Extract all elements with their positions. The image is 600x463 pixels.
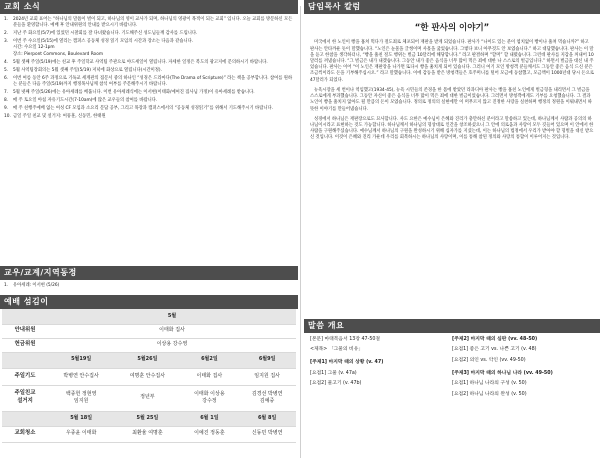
- column-divider: [300, 6, 301, 458]
- outline-header: 말씀 개요: [304, 319, 600, 333]
- item-text: 매 주 친행주예배 없는 여성 CF 모임과 소요리 문답 공부, 그리고 목장과 캠퍼스에서의 “공동체 성경읽기”를 위해서 기도해주시기 바랍니다.: [13, 106, 274, 111]
- prayer-cell: 박병연 안수집사: [48, 368, 114, 385]
- usher-label: 안내위원: [2, 324, 48, 338]
- item-number: 1.: [4, 283, 9, 288]
- column-paragraph: 미국에서 한 노인이 빵을 훔쳐 먹다가 절도죄로 체포되어 재판을 받게 되었습니다. 판사가 “나이도 있는 분이 염치없이 빵이나 훔쳐 먹습니까?” 하고 판사는 안타까운 듯이 말했습니다. “노인은 눈물을 글썽이며 사흘을 굶었습니다. 그렇다 보니 아무것도 안 보였습니다.” 하고 대답했습니다. 판사는 이 말을 듣고 한참을 생각하더니, “빵을 훔친 절도 행위는 벌금 10달러에 해당합니다.” 라고 판결하며 “할머” 할 내렸습니다. 그런데 판사를 지갑을 꺼내어 10달러를 꺼냈습니다. “그 벌금은 내가 내겠습니다. 그동안 내가 좋은 음식을 너무 많이 먹은 죄에 대한 나 스스로의 벌금입니다.” 하면서 벌금을 대신 내 주었습니다. 판사는 이어 “이 노인은 재판장을 나가면 또다시 빵을 훔치게 되어 있습니다. 그러니 여기 모인 방청객 분들께서도 그동안 좋은 음식 드신 분은 조금씩이라도 돈을 기부해주십시오.” 라고 말했습니다. 이에 감동을 받은 방청객들은 호주머니를 털어 모금에 동참했고, 모금액이 1000년대 당시 돈으로 47달러가 되었다.: [310, 40, 595, 83]
- date-a-cell: 6월2일: [181, 352, 239, 368]
- column-paragraph: 성경에서 하나님은 재판장으로도 묘사합니다. 사도 요한은 예수님이 은혜와 진리가 충만하신 분이라고 말씀하고 있는데, 하나님께서 사람과 공의의 하나님이시라고 표현하는 것도 가능합니다. 하나님께서 하나님의 형상대로 인간을 창조하셨으니 그 안에 의로움과 사랑이 모두 깃들어 있으며 이 안에서 한 사람을 구원해주셨습니다. 예수님께서 하나님의 구원을 완성하시기 위해 십자가를 지셨는데, 이는 하나님의 법정에서 우리가 받아야 할 형벌을 대신 받으신 것입니다. 이것이 은혜와 진리 가운데 우리를 회복하시는 하나님의 사랑이며, 이를 통해 참된 정의와 사랑의 통합이 이루어지는 것입니다.: [310, 116, 594, 141]
- item-number: 2.: [4, 31, 9, 37]
- date-a-cell: 5월26일: [114, 352, 180, 368]
- list-item: [4, 106, 294, 112]
- duty-table: [2, 309, 296, 443]
- date-a-cell: 6월9일: [238, 352, 296, 368]
- item-text: 5월 넷째 주일(5/26)에는 유아세례를 베풉니다. 이번 유아세례식에는 이서현(이태화/예여진 집사님 가정)이 유아세례를 받습니다.: [13, 89, 255, 95]
- fellowship-label: 주일친교 설거지: [2, 385, 48, 411]
- item-number: 1.: [4, 17, 9, 22]
- outline-theme: [주제1] 마지막 때의 상황 (v. 47): [310, 360, 384, 366]
- outline-point: <제목> 「그물의 비유」: [310, 347, 364, 353]
- cleaning-cell: 최환율 여명훈: [114, 426, 180, 442]
- item-text: 유아세례: 이서현 (5/26): [13, 283, 60, 288]
- duty-month-header: 5월: [48, 309, 296, 324]
- prayer-label: 주일기도: [2, 368, 48, 385]
- list-item: [4, 39, 294, 58]
- left-column: [0, 0, 298, 463]
- usher-value: 이태화 집사: [48, 324, 296, 338]
- outline-right: [452, 337, 594, 402]
- cleaning-cell: 이예진 정동훈: [181, 426, 239, 442]
- item-text: 금일 주일 친교 및 설거지: 여풍훈, 신동민, 한태원: [13, 114, 106, 120]
- fellowship-cell: 백종헌 정현영 임지원: [48, 385, 114, 411]
- outline-theme: [주제3] 마지막 때의 하나님 나라 (vv. 49-50): [452, 370, 553, 376]
- item-number: 8.: [4, 97, 9, 103]
- dates-a-corner: [2, 352, 48, 368]
- item-text: 2024년 교회 표어는 “하나님의 말씀이 벌이 되고, 하나님의 영이 교사가 되며, 하나님의 영광이 목적이 되는 교회” 입니다. 오늘 교회를 방문하신 모든 분들을 환영합니다. 예배 후 안내위원의 안내를 받으시기 바랍니다.: [13, 17, 293, 29]
- memorial-list: [0, 280, 298, 295]
- duty-corner: [2, 309, 48, 324]
- sermon-title: “한 판사의 이야기”: [414, 23, 490, 33]
- item-text: 매 주 토요일 아침 자유기도시간(7-10am)에 많은 교우들의 참여를 바랍니다.: [13, 97, 158, 103]
- column-body: [304, 40, 600, 141]
- item-number: 4.: [4, 59, 9, 65]
- list-item: [4, 17, 294, 29]
- date-a-cell: 5월19일: [48, 352, 114, 368]
- list-item: [4, 283, 294, 289]
- outline-theme: [주제2] 마지막 때의 심판 (vv. 48-50): [452, 337, 538, 342]
- item-number: 10.: [4, 114, 11, 120]
- item-number: 3.: [4, 39, 9, 45]
- outline-point: [요점1] 하나님 나라의 구성 (v. 50): [452, 381, 527, 387]
- date-b-cell: 6월 8일: [238, 411, 296, 426]
- right-column: [304, 0, 600, 463]
- item-text: 5월 사역팀장회의는 5월 셋째 주일(5/19) 저녁에 화상으로 열립니다(시간미정).: [13, 67, 162, 73]
- list-item: [4, 60, 294, 66]
- prayer-cell: 임지원 집사: [238, 368, 296, 385]
- list-item: [4, 68, 294, 74]
- item-number: 6.: [4, 75, 9, 81]
- cleaning-cell: 우종윤 이태화: [48, 426, 114, 442]
- duty-header: 예배 섬김이: [0, 295, 298, 309]
- list-item: [4, 90, 294, 96]
- outline-point: [요점2] 물고기 (v. 47b): [310, 381, 362, 387]
- outline-grid: [304, 333, 600, 402]
- cleaning-label: 교회청소: [2, 426, 48, 442]
- outline-point: [요점2] 의인 vs. 악인 (vv. 49-50): [452, 357, 526, 363]
- dates-b-corner: [2, 411, 48, 426]
- fellowship-cell: 이태화 이상용 강수정: [181, 385, 239, 411]
- item-number: 5.: [4, 67, 9, 73]
- date-b-cell: 5월 25일: [114, 411, 180, 426]
- item-text: 지난 주 화요일(5/7)에 있었던 시찰회를 잘 다녀왔습니다. 기도해주신 성도님들께 감사를 드립니다.: [13, 31, 198, 37]
- date-b-cell: 6월 1일: [181, 411, 239, 426]
- item-text: 5월 셋째 주일(5/19)에는 친교 후 주일학교 사역팀 주관으로 야드세일이 열립니다. 자세한 일정은 복도의 광고지에 문의하시기 바랍니다.: [13, 59, 268, 65]
- column-paragraph: 뉴욕시장을 세 번이나 역임했고(1934-45), 뉴욕 시민들의 존경을 한 몸에 받았던 라과디아 판사는 빵을 훔친 노인에게 벌금형을 내리면서 그 벌금을 스스로에게 부과했습니다. 그동안 자신이 좋은 음식을 너무 많이 먹은 죄에 대한 벌금이었습니다. 그러면서 방청객에게도 기부를 요청했습니다. 그 결과 노인이 빵을 훔치지 않아도 될 만큼의 돈이 모였습니다. 정의로 정의의 실현에만 이 머무르지 않고 진정한 사랑을 실천하며 행정의 정원을 이뤄내면서 따뜻한 이야기를 만들어냈습니다.: [310, 87, 592, 112]
- offering-value: 이상용 강수영: [48, 338, 296, 352]
- cleaning-cell: 신동민 박병연: [238, 426, 296, 442]
- news-list: [0, 14, 298, 266]
- list-item: [4, 31, 294, 37]
- item-text: 이번 여름 동안 6주 과정으로 기독교 세계관의 접문서 중의 하나인 “성경은 드라마다(The Drama of Scripture)” 라는 책을 공부합니다. 참여를 원하는 분들은 다음 주일(5/19)까지 행정목사님께 참석 여부를 주문해주시기 바랍니다.: [13, 75, 293, 87]
- prayer-cell: 이태화 집사: [181, 368, 239, 385]
- column-header: 담임목사 칼럼: [304, 0, 600, 14]
- item-number: 9.: [4, 106, 9, 111]
- outline-section: [304, 319, 600, 402]
- outline-point: [요점2] 하나님 나라의 완성 (v. 50): [452, 391, 527, 397]
- prayer-cell: 여명훈 안수집사: [114, 368, 180, 385]
- list-item: [4, 98, 294, 104]
- date-b-cell: 5월 18일: [48, 411, 114, 426]
- outline-point: [요점1] 좋은 고기 vs. 나쁜 고기 (v. 48): [452, 347, 537, 353]
- memorial-header: 교우/교계/지역동정: [0, 266, 298, 280]
- fellowship-cell: 정년부: [114, 385, 180, 411]
- item-number: 7.: [4, 89, 9, 95]
- outline-point: [요점1] 그물 (v. 47a): [310, 370, 357, 376]
- list-item: [4, 76, 294, 88]
- fellowship-cell: 김경선 박병연 김예중: [238, 385, 296, 411]
- offering-label: 헌금위원: [2, 338, 48, 352]
- outline-point: [본문] 마태복음서 13장 47-50절: [310, 337, 381, 342]
- item-text: 이번 주 수요일(5/15)에 열리는 캠퍼스 공동체 성경 읽기 모임의 시간과 장소는 다음과 같습니다. 시간: 수요일 12-1pm 장소: Pierpont Commons, Boulevard Room: [13, 39, 194, 57]
- outline-left: [310, 337, 452, 402]
- news-header: 교회 소식: [0, 0, 298, 14]
- list-item: [4, 114, 294, 120]
